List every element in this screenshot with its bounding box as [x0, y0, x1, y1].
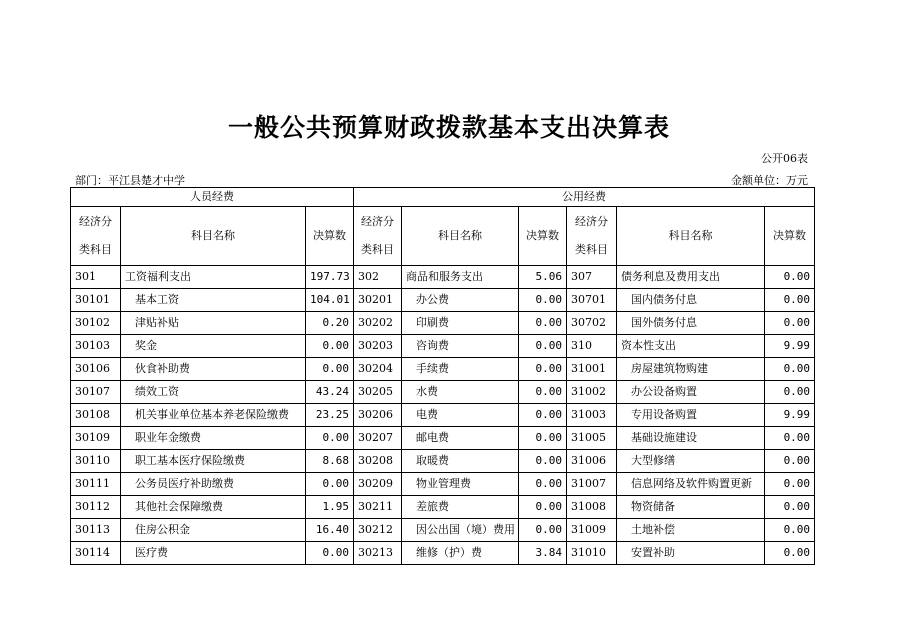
- amount-cell: 0.00: [519, 450, 567, 473]
- name-cell: 办公费: [402, 289, 519, 312]
- code-cell: 30113: [71, 519, 121, 542]
- code-cell: 30211: [354, 496, 402, 519]
- amount-cell: 16.40: [306, 519, 354, 542]
- amount-cell: 0.00: [765, 312, 815, 335]
- amount-cell: 0.00: [765, 289, 815, 312]
- code-cell: 30107: [71, 381, 121, 404]
- table-row: [71, 519, 815, 542]
- code-cell: 30202: [354, 312, 402, 335]
- header-code: 经济分 类科目: [567, 207, 617, 266]
- code-cell: 302: [354, 266, 402, 289]
- amount-cell: 0.00: [765, 450, 815, 473]
- name-cell: 取暖费: [402, 450, 519, 473]
- name-cell: 大型修缮: [617, 450, 765, 473]
- table-row: [71, 312, 815, 335]
- name-cell: 物资储备: [617, 496, 765, 519]
- name-cell: 工资福利支出: [121, 266, 306, 289]
- code-cell: 31002: [567, 381, 617, 404]
- amount-cell: 0.00: [765, 358, 815, 381]
- table-row: [71, 381, 815, 404]
- name-cell: 债务利息及费用支出: [617, 266, 765, 289]
- name-cell: 因公出国（境）费用: [402, 519, 519, 542]
- code-cell: 30209: [354, 473, 402, 496]
- amount-cell: 0.00: [519, 473, 567, 496]
- name-cell: 土地补偿: [617, 519, 765, 542]
- name-cell: 国内债务付息: [617, 289, 765, 312]
- table-row: [71, 450, 815, 473]
- name-cell: 差旅费: [402, 496, 519, 519]
- amount-cell: 0.00: [306, 473, 354, 496]
- name-cell: 电费: [402, 404, 519, 427]
- code-cell: 30110: [71, 450, 121, 473]
- code-cell: 31005: [567, 427, 617, 450]
- amount-cell: 0.00: [519, 312, 567, 335]
- code-cell: 30208: [354, 450, 402, 473]
- name-cell: 房屋建筑物购建: [617, 358, 765, 381]
- amount-cell: 0.00: [519, 358, 567, 381]
- amount-cell: 0.00: [519, 427, 567, 450]
- code-cell: 30702: [567, 312, 617, 335]
- name-cell: 基础设施建设: [617, 427, 765, 450]
- group-personnel: 人员经费: [71, 188, 354, 207]
- amount-cell: 0.00: [765, 519, 815, 542]
- name-cell: 机关事业单位基本养老保险缴费: [121, 404, 306, 427]
- table-row: [71, 473, 815, 496]
- name-cell: 信息网络及软件购置更新: [617, 473, 765, 496]
- name-cell: 咨询费: [402, 335, 519, 358]
- amount-cell: 0.00: [519, 404, 567, 427]
- table-row: [71, 542, 815, 565]
- code-cell: 30204: [354, 358, 402, 381]
- column-header-row: [71, 207, 815, 266]
- name-cell: 印刷费: [402, 312, 519, 335]
- code-cell: 30102: [71, 312, 121, 335]
- amount-cell: 0.00: [519, 519, 567, 542]
- amount-cell: 43.24: [306, 381, 354, 404]
- amount-cell: 5.06: [519, 266, 567, 289]
- code-cell: 30112: [71, 496, 121, 519]
- expenditure-table: [70, 187, 815, 565]
- code-cell: 31003: [567, 404, 617, 427]
- amount-cell: 197.73: [306, 266, 354, 289]
- name-cell: 手续费: [402, 358, 519, 381]
- amount-cell: 0.00: [519, 381, 567, 404]
- name-cell: 奖金: [121, 335, 306, 358]
- name-cell: 商品和服务支出: [402, 266, 519, 289]
- amount-cell: 0.00: [306, 427, 354, 450]
- group-header-row: [71, 188, 815, 207]
- code-cell: 30206: [354, 404, 402, 427]
- code-cell: 30111: [71, 473, 121, 496]
- amount-cell: 0.00: [765, 473, 815, 496]
- amount-cell: 104.01: [306, 289, 354, 312]
- code-cell: 307: [567, 266, 617, 289]
- amount-cell: 0.00: [519, 289, 567, 312]
- amount-cell: 0.00: [765, 266, 815, 289]
- header-code: 经济分 类科目: [354, 207, 402, 266]
- name-cell: 专用设备购置: [617, 404, 765, 427]
- code-cell: 30205: [354, 381, 402, 404]
- code-cell: 30213: [354, 542, 402, 565]
- code-cell: 30103: [71, 335, 121, 358]
- amount-cell: 0.00: [306, 358, 354, 381]
- form-number: 公开06表: [761, 152, 808, 165]
- code-cell: 31006: [567, 450, 617, 473]
- table-row: [71, 335, 815, 358]
- name-cell: 水费: [402, 381, 519, 404]
- group-public: 公用经费: [354, 188, 815, 207]
- code-cell: 31007: [567, 473, 617, 496]
- code-cell: 30203: [354, 335, 402, 358]
- department-label: 部门：平江县楚才中学: [75, 174, 185, 187]
- amount-cell: 0.00: [306, 335, 354, 358]
- name-cell: 职工基本医疗保险缴费: [121, 450, 306, 473]
- header-amount: 决算数: [765, 207, 815, 266]
- page-title: 一般公共预算财政拨款基本支出决算表: [227, 113, 670, 142]
- header-name: 科目名称: [402, 207, 519, 266]
- name-cell: 国外债务付息: [617, 312, 765, 335]
- amount-cell: 0.00: [519, 335, 567, 358]
- table-row: [71, 289, 815, 312]
- table-row: [71, 266, 815, 289]
- amount-cell: 0.00: [765, 496, 815, 519]
- code-cell: 30114: [71, 542, 121, 565]
- amount-cell: 0.00: [519, 496, 567, 519]
- table-row: [71, 404, 815, 427]
- name-cell: 绩效工资: [121, 381, 306, 404]
- amount-cell: 0.00: [765, 427, 815, 450]
- header-name: 科目名称: [121, 207, 306, 266]
- name-cell: 公务员医疗补助缴费: [121, 473, 306, 496]
- amount-cell: 0.00: [306, 542, 354, 565]
- name-cell: 住房公积金: [121, 519, 306, 542]
- name-cell: 邮电费: [402, 427, 519, 450]
- name-cell: 医疗费: [121, 542, 306, 565]
- name-cell: 维修（护）费: [402, 542, 519, 565]
- name-cell: 其他社会保障缴费: [121, 496, 306, 519]
- table-row: [71, 358, 815, 381]
- amount-cell: 3.84: [519, 542, 567, 565]
- code-cell: 30201: [354, 289, 402, 312]
- header-code: 经济分 类科目: [71, 207, 121, 266]
- code-cell: 30106: [71, 358, 121, 381]
- amount-cell: 0.20: [306, 312, 354, 335]
- table-row: [71, 427, 815, 450]
- code-cell: 31008: [567, 496, 617, 519]
- code-cell: 31009: [567, 519, 617, 542]
- header-amount: 决算数: [306, 207, 354, 266]
- amount-cell: 0.00: [765, 381, 815, 404]
- amount-cell: 1.95: [306, 496, 354, 519]
- code-cell: 31010: [567, 542, 617, 565]
- code-cell: 310: [567, 335, 617, 358]
- amount-cell: 9.99: [765, 404, 815, 427]
- name-cell: 资本性支出: [617, 335, 765, 358]
- amount-cell: 0.00: [765, 542, 815, 565]
- code-cell: 30101: [71, 289, 121, 312]
- name-cell: 安置补助: [617, 542, 765, 565]
- name-cell: 基本工资: [121, 289, 306, 312]
- code-cell: 30109: [71, 427, 121, 450]
- name-cell: 伙食补助费: [121, 358, 306, 381]
- amount-cell: 9.99: [765, 335, 815, 358]
- code-cell: 30212: [354, 519, 402, 542]
- name-cell: 办公设备购置: [617, 381, 765, 404]
- header-name: 科目名称: [617, 207, 765, 266]
- header-amount: 决算数: [519, 207, 567, 266]
- amount-cell: 8.68: [306, 450, 354, 473]
- code-cell: 30108: [71, 404, 121, 427]
- amount-unit-label: 金额单位：万元: [731, 174, 808, 187]
- code-cell: 30207: [354, 427, 402, 450]
- name-cell: 津贴补贴: [121, 312, 306, 335]
- amount-cell: 23.25: [306, 404, 354, 427]
- name-cell: 物业管理费: [402, 473, 519, 496]
- code-cell: 31001: [567, 358, 617, 381]
- table-row: [71, 496, 815, 519]
- code-cell: 30701: [567, 289, 617, 312]
- code-cell: 301: [71, 266, 121, 289]
- name-cell: 职业年金缴费: [121, 427, 306, 450]
